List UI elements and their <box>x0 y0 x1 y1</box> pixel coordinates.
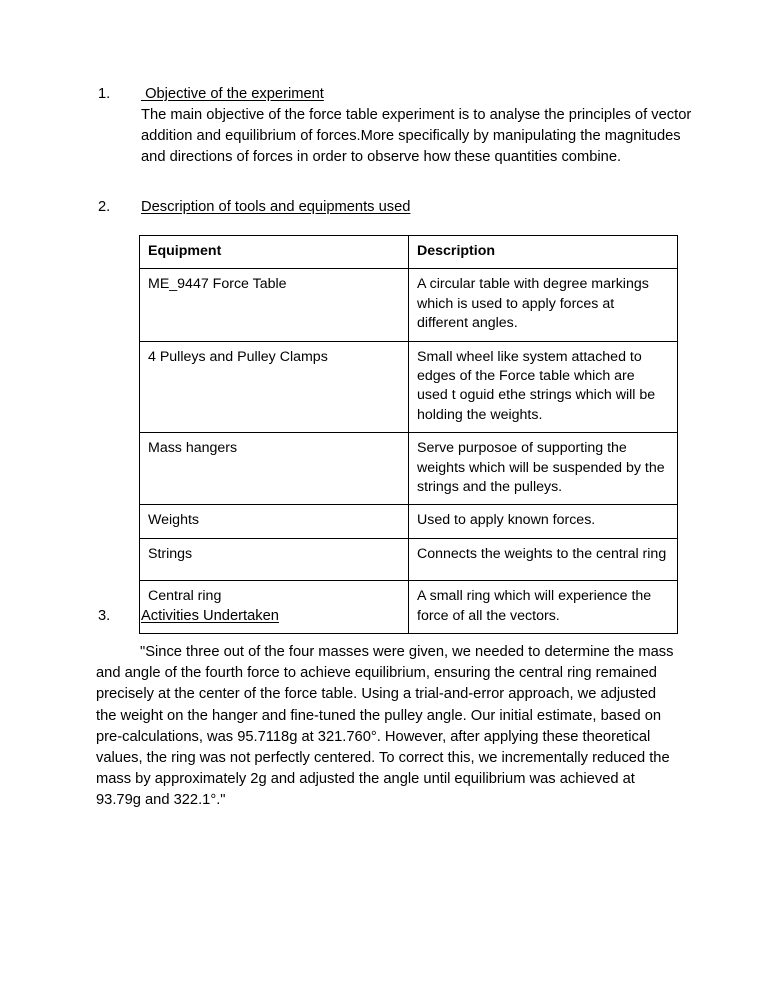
table-row <box>140 433 678 505</box>
section-activities-number: 3. <box>98 608 111 624</box>
section-objective-body-row <box>98 105 698 169</box>
table-cell-equipment: ME_9447 Force Table <box>140 269 409 341</box>
section-tools-number: 2. <box>98 199 111 215</box>
section-objective-heading-row <box>98 84 698 105</box>
table-cell-description: A small ring which will experience the force of all the vectors. <box>409 581 678 634</box>
activities-paragraph: "Since three out of the four masses were given, we needed to determine the mass and angle of the fourth force to achieve equilibrium, ensuring the central ring remained precisely at the center of the force table. Using a trial-and-error approach, we adjusted the weight on the hanger and fine-tuned the pulley angle. Our initial estimate, based on pre-calculations, was 95.7118g at 321.760°. However, after applying these theoretical values, the ring was not perfectly centered. To correct this, we incrementally reduced the mass by approximately 2g and adjusted the angle until equilibrium was achieved at 93.79g and 322.1°." <box>96 644 674 809</box>
table-row <box>140 341 678 433</box>
table-cell-equipment: Mass hangers <box>140 433 409 505</box>
section-objective-heading <box>141 84 698 105</box>
table-cell-equipment: Weights <box>140 505 409 539</box>
table-cell-description: A circular table with degree markings which is used to apply forces at different angles. <box>409 269 678 341</box>
table-cell-description: Connects the weights to the central ring <box>409 539 678 581</box>
section-objective-body-wrap <box>141 105 698 169</box>
equipment-table <box>139 235 678 634</box>
table-header-equipment: Equipment <box>140 236 409 269</box>
section-objective-paragraph: The main objective of the force table experiment is to analyse the principles of vector addition and equilibrium of forces.More specifically by manipulating the magnitudes and directions of forces in order to observe how these quantities combine. <box>141 107 692 166</box>
section-activities-title: Activities Undertaken <box>141 608 279 624</box>
table-row <box>140 539 678 581</box>
table-cell-equipment: Strings <box>140 539 409 581</box>
section-tools-title: Description of tools and equipments used <box>141 199 411 215</box>
table-row <box>140 269 678 341</box>
section-objective-title: Objective of the experiment <box>141 86 324 102</box>
section-activities-heading-row <box>98 606 698 627</box>
section-tools-heading <box>141 197 698 218</box>
section-activities-heading <box>141 606 698 627</box>
table-header-row <box>140 236 678 269</box>
section-tools <box>98 197 698 218</box>
section-tools-heading-row <box>98 197 698 218</box>
table-row <box>140 505 678 539</box>
table-cell-description: Used to apply known forces. <box>409 505 678 539</box>
section-objective <box>98 84 698 169</box>
table-header-description: Description <box>409 236 678 269</box>
section-activities <box>98 606 698 627</box>
table-cell-description: Serve purposoe of supporting the weights which will be suspended by the strings and the pulleys. <box>409 433 678 505</box>
table-cell-equipment: Central ring <box>140 581 409 634</box>
table-cell-description: Small wheel like system attached to edges of the Force table which are used t oguid ethe strings which will be holding the weights. <box>409 341 678 433</box>
table-cell-equipment: 4 Pulleys and Pulley Clamps <box>140 341 409 433</box>
section-objective-number: 1. <box>98 86 111 102</box>
